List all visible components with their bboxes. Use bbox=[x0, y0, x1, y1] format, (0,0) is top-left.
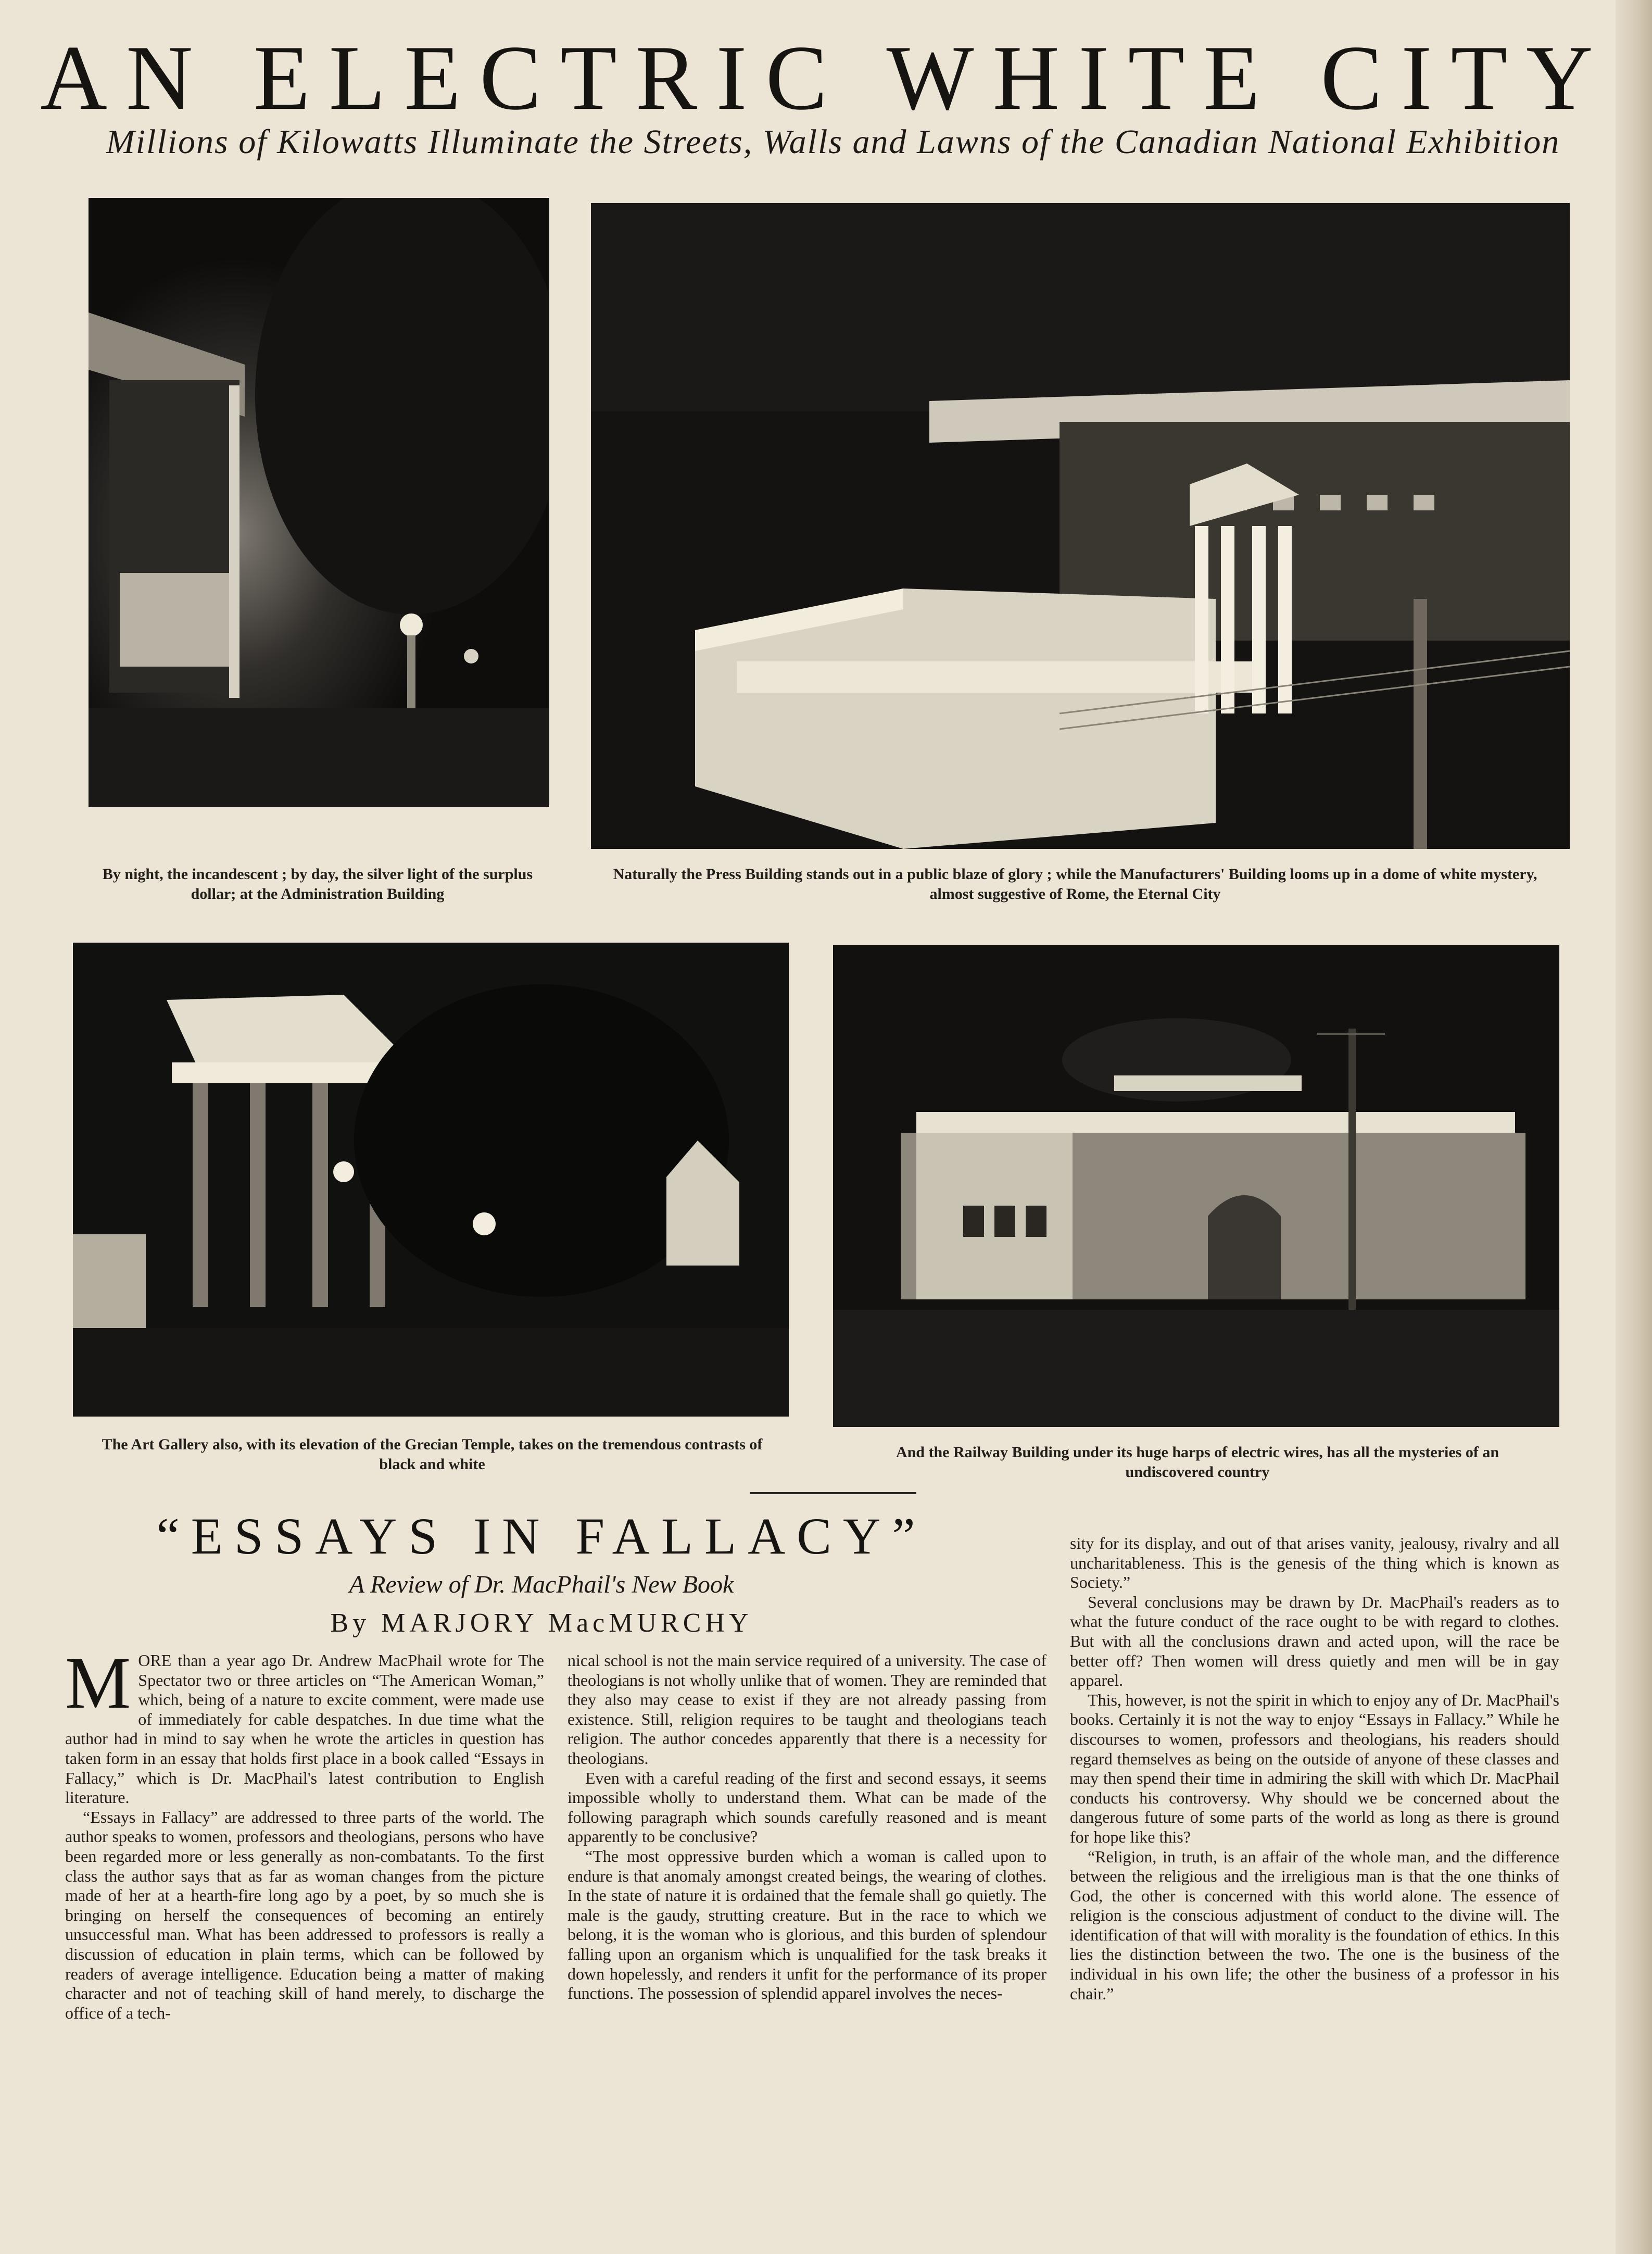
article-paragraph: sity for its display, and out of that arises vanity, jealousy, rivalry and all uncharitableness. This is the genesis of the thing which is known as Society.” bbox=[1070, 1534, 1559, 1592]
essay-subtitle: A Review of Dr. MacPhail's New Book bbox=[349, 1571, 734, 1598]
article-paragraph: “Religion, in truth, is an affair of the whole man, and the difference between the religious and the irreligious man is that the one thinks of God, the other is concerned with this world alone. The essence of religion is the conscious adjustment of conduct to the divine will. The identification of that will with morality is the foundation of ethics. In this lies the distinction between the two. The one is the business of the individual in his own life; the other the business of a professor in his chair.” bbox=[1070, 1847, 1559, 2003]
article-paragraph bbox=[65, 1651, 544, 1808]
article-paragraph: nical school is not the main service required of a university. The case of theologians is not wholly unlike that of women. They are reminded that they also may cease to exist if they are not already passing from existence. Still, religion requires to be taught and theologians teach religion. The author concedes apparently that there is a necessity for theologians. bbox=[568, 1651, 1046, 1768]
article-paragraph: “The most oppressive burden which a woman is called upon to endure is that anomaly amongst created beings, the wearing of clothes. In the state of nature it is ordained that the female shall go quietly. The male is the gaudy, strutting creature. But in the race to which we belong, it is the woman who is glorious, and this burden of splendour falling upon an organism which is unqualified for the task breaks it down hopelessly, and renders it unfit for the performance of its proper functions. The possession of splendid apparel involves the neces- bbox=[568, 1846, 1046, 2003]
page-edge bbox=[1616, 0, 1652, 2254]
photo-press-building bbox=[591, 203, 1570, 849]
article-paragraph: Even with a careful reading of the first and second essays, it seems impossible wholly to understand them. What can be made of the following paragraph which sounds carefully reasoned and is meant apparently to be conclusive? bbox=[568, 1768, 1046, 1846]
section-divider bbox=[750, 1492, 916, 1494]
essay-byline: By MARJORY MacMURCHY bbox=[330, 1608, 753, 1638]
photo-art-gallery bbox=[73, 943, 789, 1417]
headline: AN ELECTRIC WHITE CITY bbox=[40, 26, 1612, 129]
drop-cap: M bbox=[65, 1651, 131, 1724]
article-column-1 bbox=[65, 1651, 544, 2177]
article-paragraph: Several conclusions may be drawn by Dr. MacPhail's readers as to what the future conduct of the race ought to be with regard to clothes. But with all the conclusions drawn and acted upon, will the race be better off? Then women will dress quietly and men will be in gay apparel. bbox=[1070, 1592, 1559, 1690]
article-paragraph: “Essays in Fallacy” are addressed to three parts of the world. The author speaks to women, professors and theologians, persons who have been regarded more or less generally as non-combatants. To the first class the author says that as far as woman changes from the picture made of her at a hearth-fire long ago by a poet, by so much she is bringing on herself the consequences of becoming an entirely unsuccessful man. What has been addressed to professors is really a discussion of education in plain terms, which can be followed by readers of average intelligence. Education being a matter of making character and not of teaching skill of hand merely, to discharge the office of a tech- bbox=[65, 1807, 544, 2022]
photo-caption-railway: And the Railway Building under its huge harps of electric wires, has all the mysteries of an undiscovered country bbox=[896, 1444, 1499, 1481]
photo-caption-administration: By night, the incandescent ; by day, the silver light of the surplus dollar; at the Administration Building bbox=[102, 866, 533, 903]
article-column-2 bbox=[568, 1651, 1046, 2177]
photo-administration-building bbox=[89, 198, 549, 807]
article-column-3 bbox=[1070, 1534, 1559, 2180]
photo-caption-art-gallery: The Art Gallery also, with its elevation of the Grecian Temple, takes on the tremendous contrasts of black and white bbox=[102, 1436, 763, 1473]
photo-railway-building bbox=[833, 945, 1559, 1427]
essay-title: “ESSAYS IN FALLACY” bbox=[156, 1507, 927, 1565]
article-text: ORE than a year ago Dr. Andrew MacPhail wrote for The Spectator two or three articles on “The American Woman,” which, being of a nature to excite comment, were made use of immediately for cable despatches. In due time what the author had in mind to say when he wrote the articles in question has taken form in an essay that holds first place in a book called “Essays in Fallacy,” which is Dr. MacPhail's latest contribution to English literature. bbox=[65, 1651, 544, 1807]
photo-caption-press: Naturally the Press Building stands out in a public blaze of glory ; while the Manufacturers' Building looms up in a dome of white mystery, almost suggestive of Rome, the Eternal City bbox=[613, 866, 1537, 903]
article-paragraph: This, however, is not the spirit in which to enjoy any of Dr. MacPhail's books. Certainly it is not the way to enjoy “Essays in Fallacy.” While he discourses to women, professors and theologians, his readers should regard themselves as being on the outside of anyone of these classes and may then spend their time in admiring the skill with which Dr. MacPhail conducts his controversy. Why should we be concerned about the dangerous future of some parts of the world as long as there is ground for hope like this? bbox=[1070, 1690, 1559, 1846]
deck: Millions of Kilowatts Illuminate the Streets, Walls and Lawns of the Canadian National Exhibition bbox=[106, 123, 1560, 161]
